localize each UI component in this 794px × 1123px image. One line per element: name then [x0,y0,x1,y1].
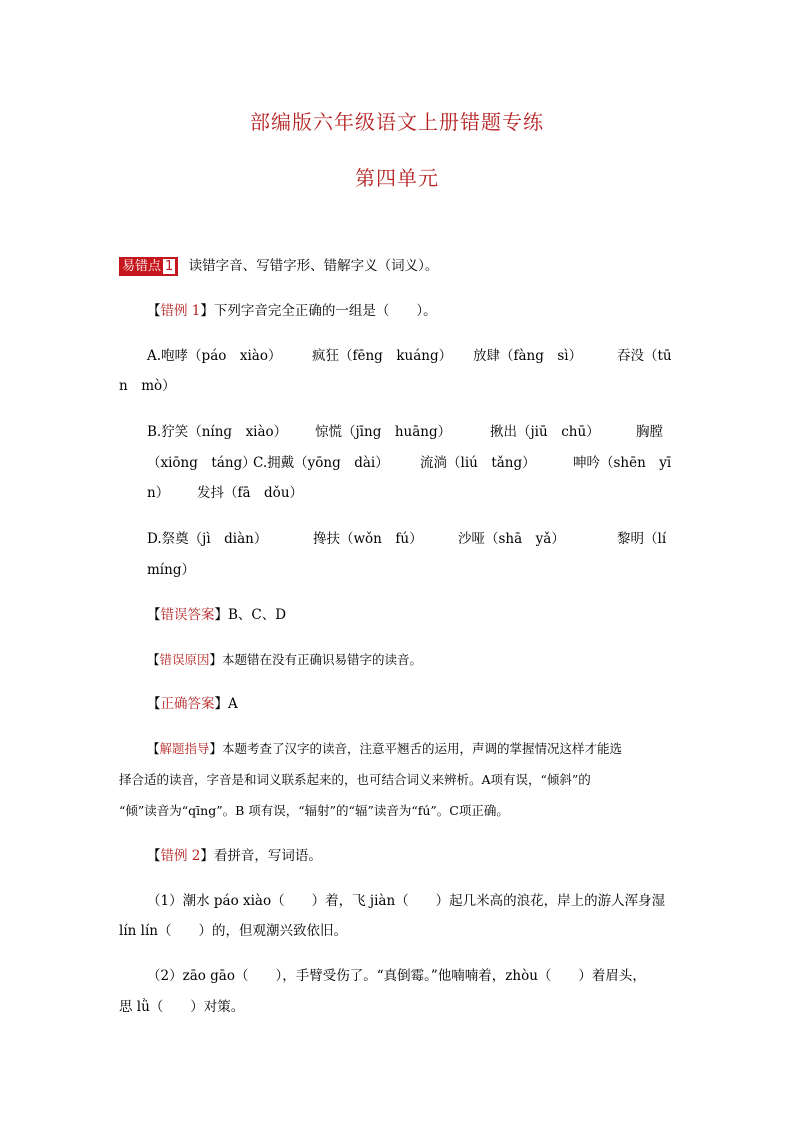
example2-item1-line1: （1）潮水 páo xiào（ ）着，飞 jiàn（ ）起几米高的浪花，岸上的游人浑身湿 [147,893,666,909]
example2-item2-line1: （2）zāo gāo（ ），手臂受伤了。“真倒霉。”他喃喃着，zhòu（ ）着眉头， [147,968,646,984]
option-c-wrap: n） [147,485,170,501]
page-title: 部编版六年级语文上册错题专练 [250,110,544,134]
wrong-answer: 【错误答案】B、C、D [147,607,287,623]
option-d-word3: 沙哑（shā yǎ） [458,531,565,547]
option-d-wrap: míng） [147,562,195,578]
option-b-wrap: （xiōng táng） [147,455,256,471]
guide-line3: “倾”读音为“qīng”。B 项有误，“辐射”的“辐”读音为“fú”。C项正确。 [119,803,509,818]
example2-question: 【错例 2】看拼音，写词语。 [147,848,322,864]
option-c-word2: 流淌（liú tǎng） [420,455,536,471]
error-point-heading [119,256,438,276]
option-a-word3: 放肆（fàng sì） [473,348,583,364]
example1-question: 【错例 1】下列字音完全正确的一组是（ ）。 [147,303,437,319]
option-c-word4: 发抖（fā dǒu） [197,485,304,501]
unit-title: 第四单元 [355,166,439,190]
option-b-word4: 胸膛 [636,424,663,440]
option-a-word4: 吞没（tū [617,348,672,364]
option-b-line1: B.狞笑（nínɡ xiào） [147,424,288,440]
option-d-line1: D.祭奠（jì diàn） [147,531,268,547]
example2-item2-line2: 思 lǜ（ ）对策。 [119,999,245,1015]
guide-line1: 【解题指导】本题考查了汉字的读音，注意平翘舌的运用，声调的掌握情况这样才能选 [147,741,623,756]
option-c-word3: 呻吟（shēn yī [573,455,672,471]
wrong-reason: 【错误原因】本题错在没有正确识易错字的读音。 [147,652,423,667]
option-b-word3: 揪出（jiū chū） [490,424,600,440]
example2-item1-line2: lín lín（ ）的，但观潮兴致依旧。 [119,923,347,939]
option-c-line1: C.拥戴（yōng dài） [253,455,389,471]
option-d-word2: 搀扶（wǒn fú） [313,531,423,547]
error-point-text: 读错字音、写错字形、错解字义（词义）。 [188,258,439,274]
option-b-word2: 惊慌（jīng huāng） [315,424,452,440]
correct-answer: 【正确答案】A [147,696,238,712]
option-a-word2: 疯狂（fēng kuáng） [312,348,453,364]
option-a-line1: A.咆哮（páo xiào） [147,348,282,364]
error-point-badge: 易错点 1 [119,257,178,276]
guide-line2: 择合适的读音，字音是和词义联系起来的，也可结合词义来辨析。A项有误，“倾斜”的 [119,772,591,787]
option-a-wrap: n mò） [119,378,176,394]
option-d-word4: 黎明（lí [617,531,667,547]
